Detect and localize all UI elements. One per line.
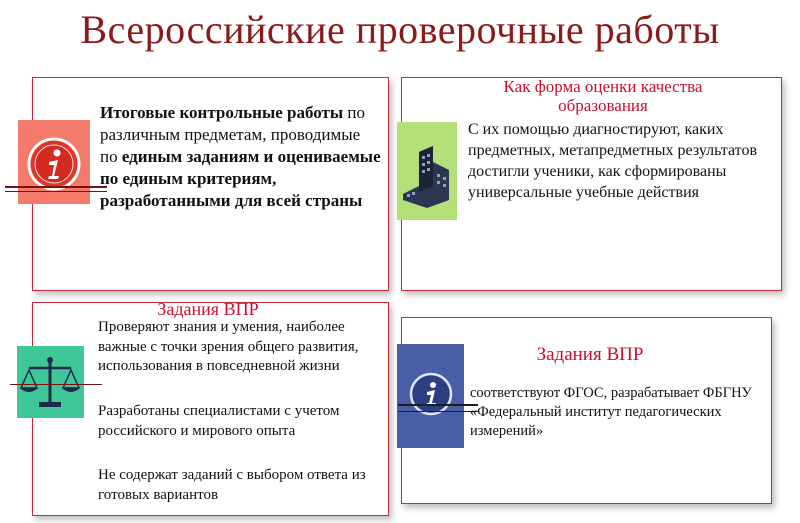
- card1-text: [100, 102, 382, 212]
- card1-bold1: Итоговые контрольные работы: [100, 103, 344, 122]
- card3-item2: Разработаны специалистами с учетом российского и мирового опыта: [98, 403, 340, 439]
- decor-line: [398, 411, 478, 412]
- decor-line: [10, 384, 102, 385]
- card1-bold2: единым заданиям и оцениваемые по единым критериям, разработанными для всей страны: [100, 147, 381, 210]
- info-icon: [397, 344, 464, 448]
- card3-title: Задания ВПР: [157, 299, 259, 319]
- decor-line: [5, 186, 107, 188]
- building-icon: [397, 122, 457, 220]
- card4-title: Задания ВПР: [536, 344, 644, 365]
- card1-normal: по различным предметам, проводимые по: [100, 103, 366, 166]
- decor-line: [5, 191, 107, 192]
- card3-item3: Не содержат заданий с выбором ответа из готовых вариантов: [98, 467, 366, 503]
- card4-body: соответствуют ФГОС, разрабатывает ФБГНУ «Федеральный институт педагогических измерений»: [470, 385, 752, 439]
- decor-line: [398, 404, 478, 406]
- card2-title: Как форма оценки качества образования: [503, 77, 703, 115]
- page-title: Всероссийские проверочные работы: [80, 7, 720, 52]
- scales-icon: [17, 346, 84, 418]
- card3-item1: Проверяют знания и умения, наиболее важные с точки зрения общего развития, использования в повседневной жизни: [98, 319, 359, 374]
- card2-body: С их помощью диагностируют, каких предметных, метапредметных результатов достигли ученики, как сформированы универсальные учебные действия: [468, 121, 758, 201]
